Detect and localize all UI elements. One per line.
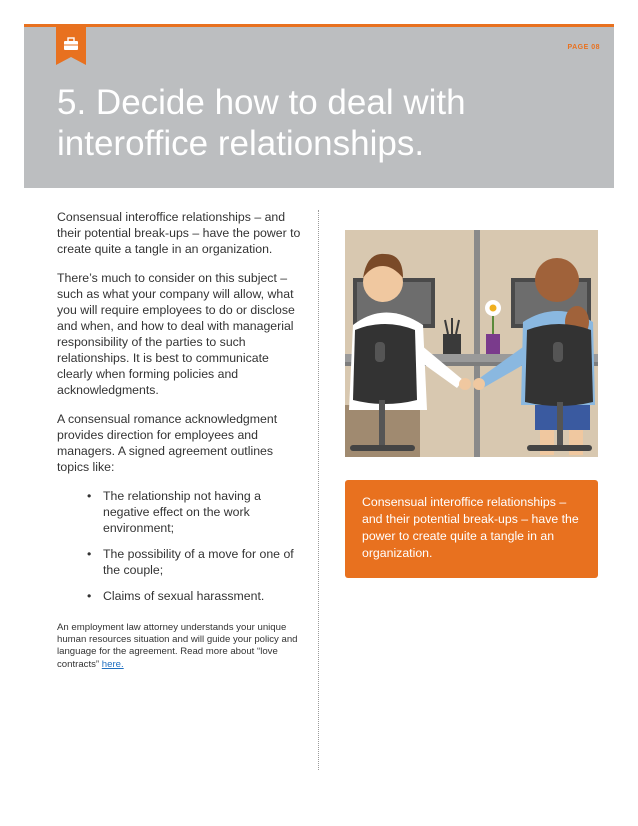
- list-item: • The possibility of a move for one of the couple;: [87, 546, 302, 578]
- list-item: • Claims of sexual harassment.: [87, 588, 302, 604]
- topics-list: [57, 488, 302, 604]
- considerations-paragraph: There’s much to consider on this subject – such as what your company will allow, what you will require employees to do or disclose and when, and how to deal with managerial responsibility of the parties to such relationships. It is best to communicate clearly when forming policies and acknowledgments.: [57, 271, 295, 397]
- office-couple-illustration: [345, 230, 598, 462]
- attorney-note-text: An employment law attorney understands your unique human resources situation and will guide your policy and language for the agreement. Read more about “love contracts”: [57, 622, 298, 670]
- pull-quote-text: Consensual interoffice relationships – and their potential break-ups – have the power to create quite a tangle in an organization.: [362, 495, 579, 560]
- briefcase-icon: [56, 27, 86, 65]
- column-divider: [318, 210, 319, 770]
- acknowledgment-paragraph: A consensual romance acknowledgment provides direction for employees and managers. A signed agreement outlines topics like:: [57, 412, 278, 474]
- attorney-note: [57, 622, 302, 671]
- intro-paragraph: Consensual interoffice relationships – and their potential break-ups – have the power to create quite a tangle in an organization.: [57, 210, 301, 256]
- main-text-column: [57, 209, 302, 671]
- love-contracts-link[interactable]: here.: [101, 658, 124, 670]
- page-title: 5. Decide how to deal with interoffice relationships.: [57, 83, 466, 163]
- page-number: PAGE 08: [567, 44, 600, 51]
- pull-quote-callout: [345, 480, 598, 578]
- list-item: • The relationship not having a negative effect on the work environment;: [87, 488, 302, 536]
